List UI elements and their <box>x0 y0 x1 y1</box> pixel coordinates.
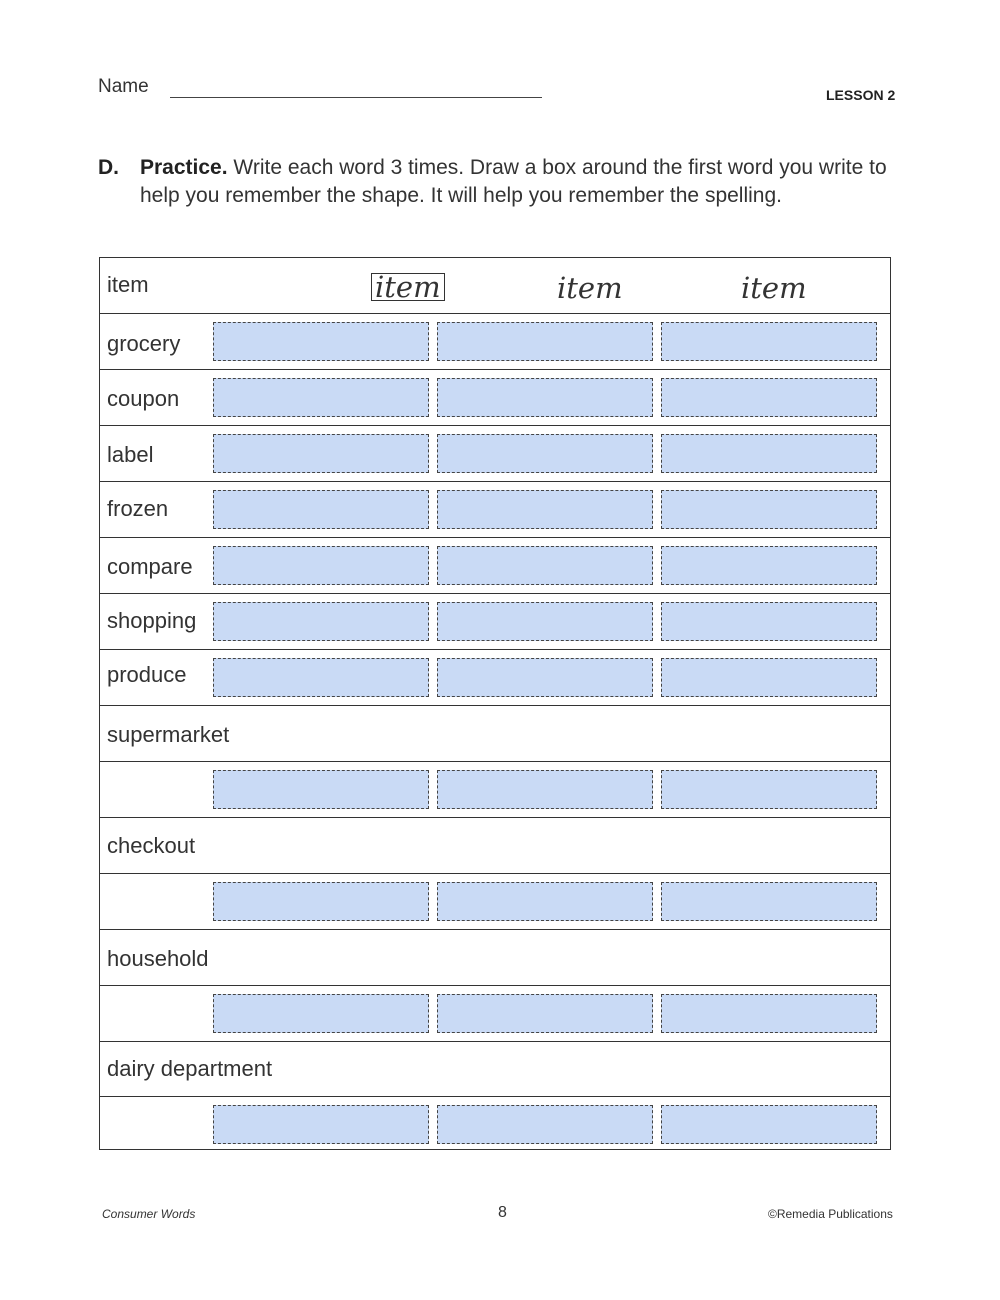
write-box[interactable] <box>661 1105 877 1144</box>
write-box[interactable] <box>661 378 877 417</box>
write-box[interactable] <box>213 994 429 1033</box>
write-box[interactable] <box>437 546 653 585</box>
word-label: shopping <box>107 608 197 633</box>
word-label: compare <box>107 554 193 579</box>
example-word: item <box>107 272 149 297</box>
word-label: checkout <box>107 833 196 858</box>
word-row <box>100 482 890 538</box>
write-box[interactable] <box>213 490 429 529</box>
write-box[interactable] <box>661 322 877 361</box>
word-label: household <box>107 946 209 971</box>
name-label: Name <box>98 76 149 97</box>
instructions-lead: Practice. <box>140 156 228 179</box>
name-line[interactable] <box>170 97 542 98</box>
instructions-body <box>140 154 898 210</box>
write-box[interactable] <box>213 434 429 473</box>
word-label: coupon <box>107 386 180 411</box>
write-box[interactable] <box>213 770 429 809</box>
footer-title: Consumer Words <box>102 1207 196 1221</box>
write-box[interactable] <box>437 882 653 921</box>
write-box[interactable] <box>437 602 653 641</box>
long-word-row <box>100 706 890 762</box>
instructions-text: Write each word 3 times. Draw a box around the first word you write to help you remember the shape. It will help you remember the spelling. <box>140 156 887 207</box>
example-sample: item <box>557 271 623 305</box>
write-box[interactable] <box>437 434 653 473</box>
write-box[interactable] <box>661 602 877 641</box>
write-box[interactable] <box>661 490 877 529</box>
write-box[interactable] <box>213 658 429 697</box>
write-row <box>100 874 890 930</box>
write-box[interactable] <box>661 882 877 921</box>
word-row <box>100 426 890 482</box>
write-box[interactable] <box>661 770 877 809</box>
write-row <box>100 762 890 818</box>
instructions <box>98 154 898 210</box>
write-box[interactable] <box>661 434 877 473</box>
write-box[interactable] <box>437 770 653 809</box>
write-box[interactable] <box>661 994 877 1033</box>
write-box[interactable] <box>437 490 653 529</box>
write-box[interactable] <box>437 1105 653 1144</box>
write-box[interactable] <box>213 882 429 921</box>
example-sample-boxed: item <box>371 273 445 301</box>
word-label: supermarket <box>107 722 230 747</box>
copyright: ©Remedia Publications <box>768 1207 893 1221</box>
word-row <box>100 314 890 370</box>
word-row <box>100 650 890 706</box>
write-row <box>100 1097 890 1149</box>
example-row <box>100 258 890 314</box>
word-label: grocery <box>107 331 181 356</box>
page-number: 8 <box>498 1204 507 1221</box>
word-row <box>100 538 890 594</box>
write-box[interactable] <box>213 378 429 417</box>
word-label: label <box>107 442 154 467</box>
word-row <box>100 594 890 650</box>
write-box[interactable] <box>437 658 653 697</box>
write-box[interactable] <box>437 994 653 1033</box>
long-word-row <box>100 818 890 874</box>
write-box[interactable] <box>213 322 429 361</box>
word-label: produce <box>107 662 187 687</box>
word-label: frozen <box>107 496 169 521</box>
practice-table <box>99 257 891 1150</box>
example-sample: item <box>741 271 807 305</box>
section-letter: D. <box>98 156 119 179</box>
long-word-row <box>100 1042 890 1097</box>
write-box[interactable] <box>437 378 653 417</box>
word-label: dairy department <box>107 1056 273 1081</box>
word-row <box>100 370 890 426</box>
lesson-label: LESSON 2 <box>826 87 896 103</box>
write-box[interactable] <box>661 658 877 697</box>
write-box[interactable] <box>213 602 429 641</box>
write-box[interactable] <box>213 546 429 585</box>
long-word-row <box>100 930 890 986</box>
write-row <box>100 986 890 1042</box>
write-box[interactable] <box>437 322 653 361</box>
write-box[interactable] <box>661 546 877 585</box>
write-box[interactable] <box>213 1105 429 1144</box>
